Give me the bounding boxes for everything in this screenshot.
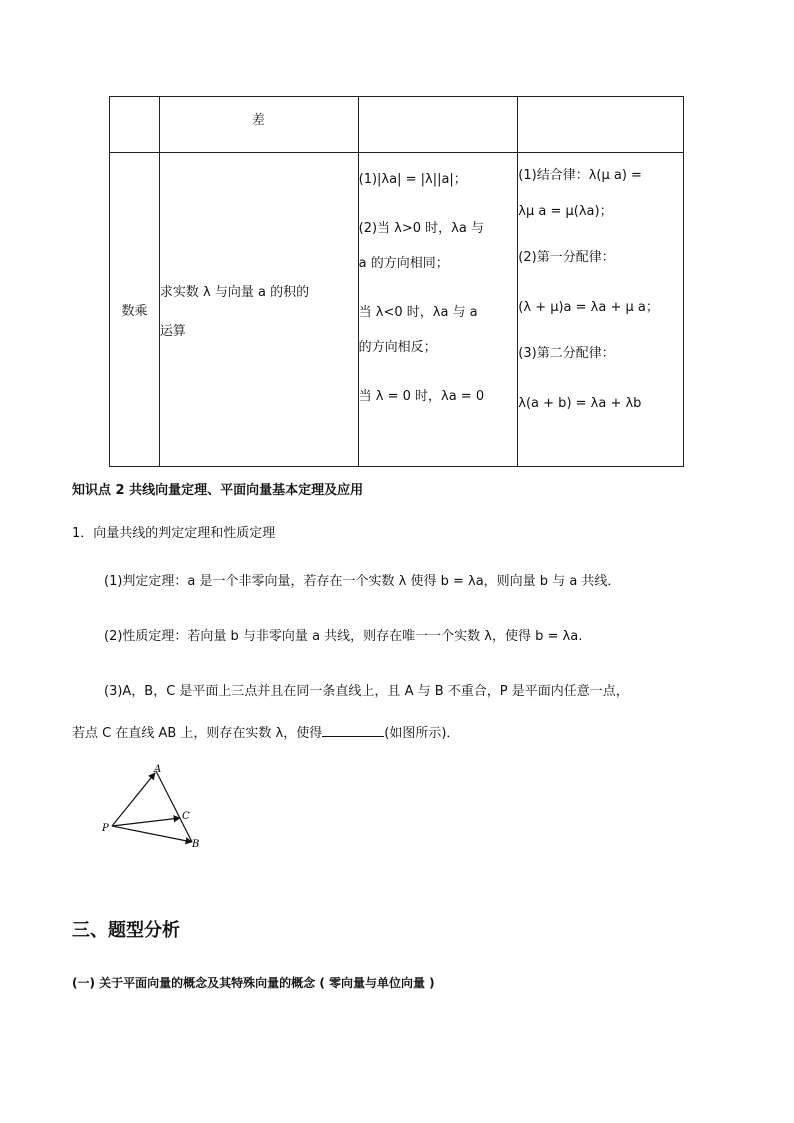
part-title: 三、题型分析 (72, 920, 180, 941)
op-name-difference: 差 (251, 113, 265, 128)
law-line: λμ a = μ(λa)； (518, 204, 613, 219)
geometric-meaning-line: (1)|λa| = |λ||a|； (358, 172, 467, 187)
paragraph-determination-theorem: (1)判定定理：a 是一个非零向量，若存在一个实数 λ 使得 b = λa，则向量 b 与 a 共线． (104, 574, 621, 589)
law-line: (2)第一分配律： (518, 250, 615, 265)
triangle-figure (98, 760, 208, 855)
paragraph-collinear-points: (3)A，B，C 是平面上三点并且在同一条直线上，且 A 与 B 不重合，P 是平面内任意一点， (104, 684, 629, 699)
op-name-scalar-mult: 数乘 (121, 304, 148, 319)
table-cell (159, 153, 358, 467)
geometric-meaning-line: 当 λ = 0 时，λa = 0 (358, 389, 485, 404)
paragraph-text: (如图所示)． (384, 726, 460, 741)
table-cell (159, 97, 358, 153)
definition-line: 求实数 λ 与向量 a 的积的 (159, 284, 310, 300)
law-line: λ(a + b) = λa + λb (518, 396, 642, 411)
paragraph-property-theorem: (2)性质定理：若向量 b 与非零向量 a 共线，则存在唯一一个实数 λ，使得 b = λa. (104, 629, 583, 644)
paragraph-text: 若点 C 在直线 AB 上，则存在实数 λ，使得 (72, 726, 323, 741)
table-cell (358, 153, 518, 467)
label-c: C (182, 811, 190, 822)
table-cell (518, 153, 684, 467)
geometric-meaning-line: a 的方向相同； (358, 256, 449, 271)
vector-pc (112, 818, 180, 826)
law-line: (λ + μ)a = λa + μ a； (518, 300, 659, 315)
definition-line: 运算 (159, 323, 186, 339)
table-cell (518, 97, 684, 153)
label-p: P (102, 823, 109, 834)
table-row (110, 153, 684, 467)
answer-blank[interactable] (322, 724, 384, 737)
geometric-meaning-line: 的方向相反； (358, 340, 437, 355)
label-b: B (192, 839, 200, 850)
geometric-meaning-line: 当 λ<0 时，λa 与 a (358, 305, 478, 320)
table-cell (110, 97, 160, 153)
table-cell (358, 97, 518, 153)
part-subtitle: (一) 关于平面向量的概念及其特殊向量的概念 ( 零向量与单位向量 ) (72, 976, 435, 990)
segment-ab (156, 771, 192, 842)
vector-pa (112, 773, 155, 826)
table-cell (110, 153, 160, 467)
law-line: (1)结合律：λ(μ a) = (518, 168, 642, 183)
item-heading: 1．向量共线的判定定理和性质定理 (72, 526, 276, 541)
section-title: 知识点 2 共线向量定理、平面向量基本定理及应用 (72, 483, 364, 498)
operations-table (109, 96, 684, 467)
vector-pb (112, 826, 192, 842)
geometric-meaning-line: (2)当 λ>0 时，λa 与 (358, 221, 484, 236)
label-a: A (154, 764, 162, 775)
law-line: (3)第二分配律： (518, 346, 615, 361)
paragraph-collinear-points-cont (72, 722, 459, 741)
table-row (110, 97, 684, 153)
